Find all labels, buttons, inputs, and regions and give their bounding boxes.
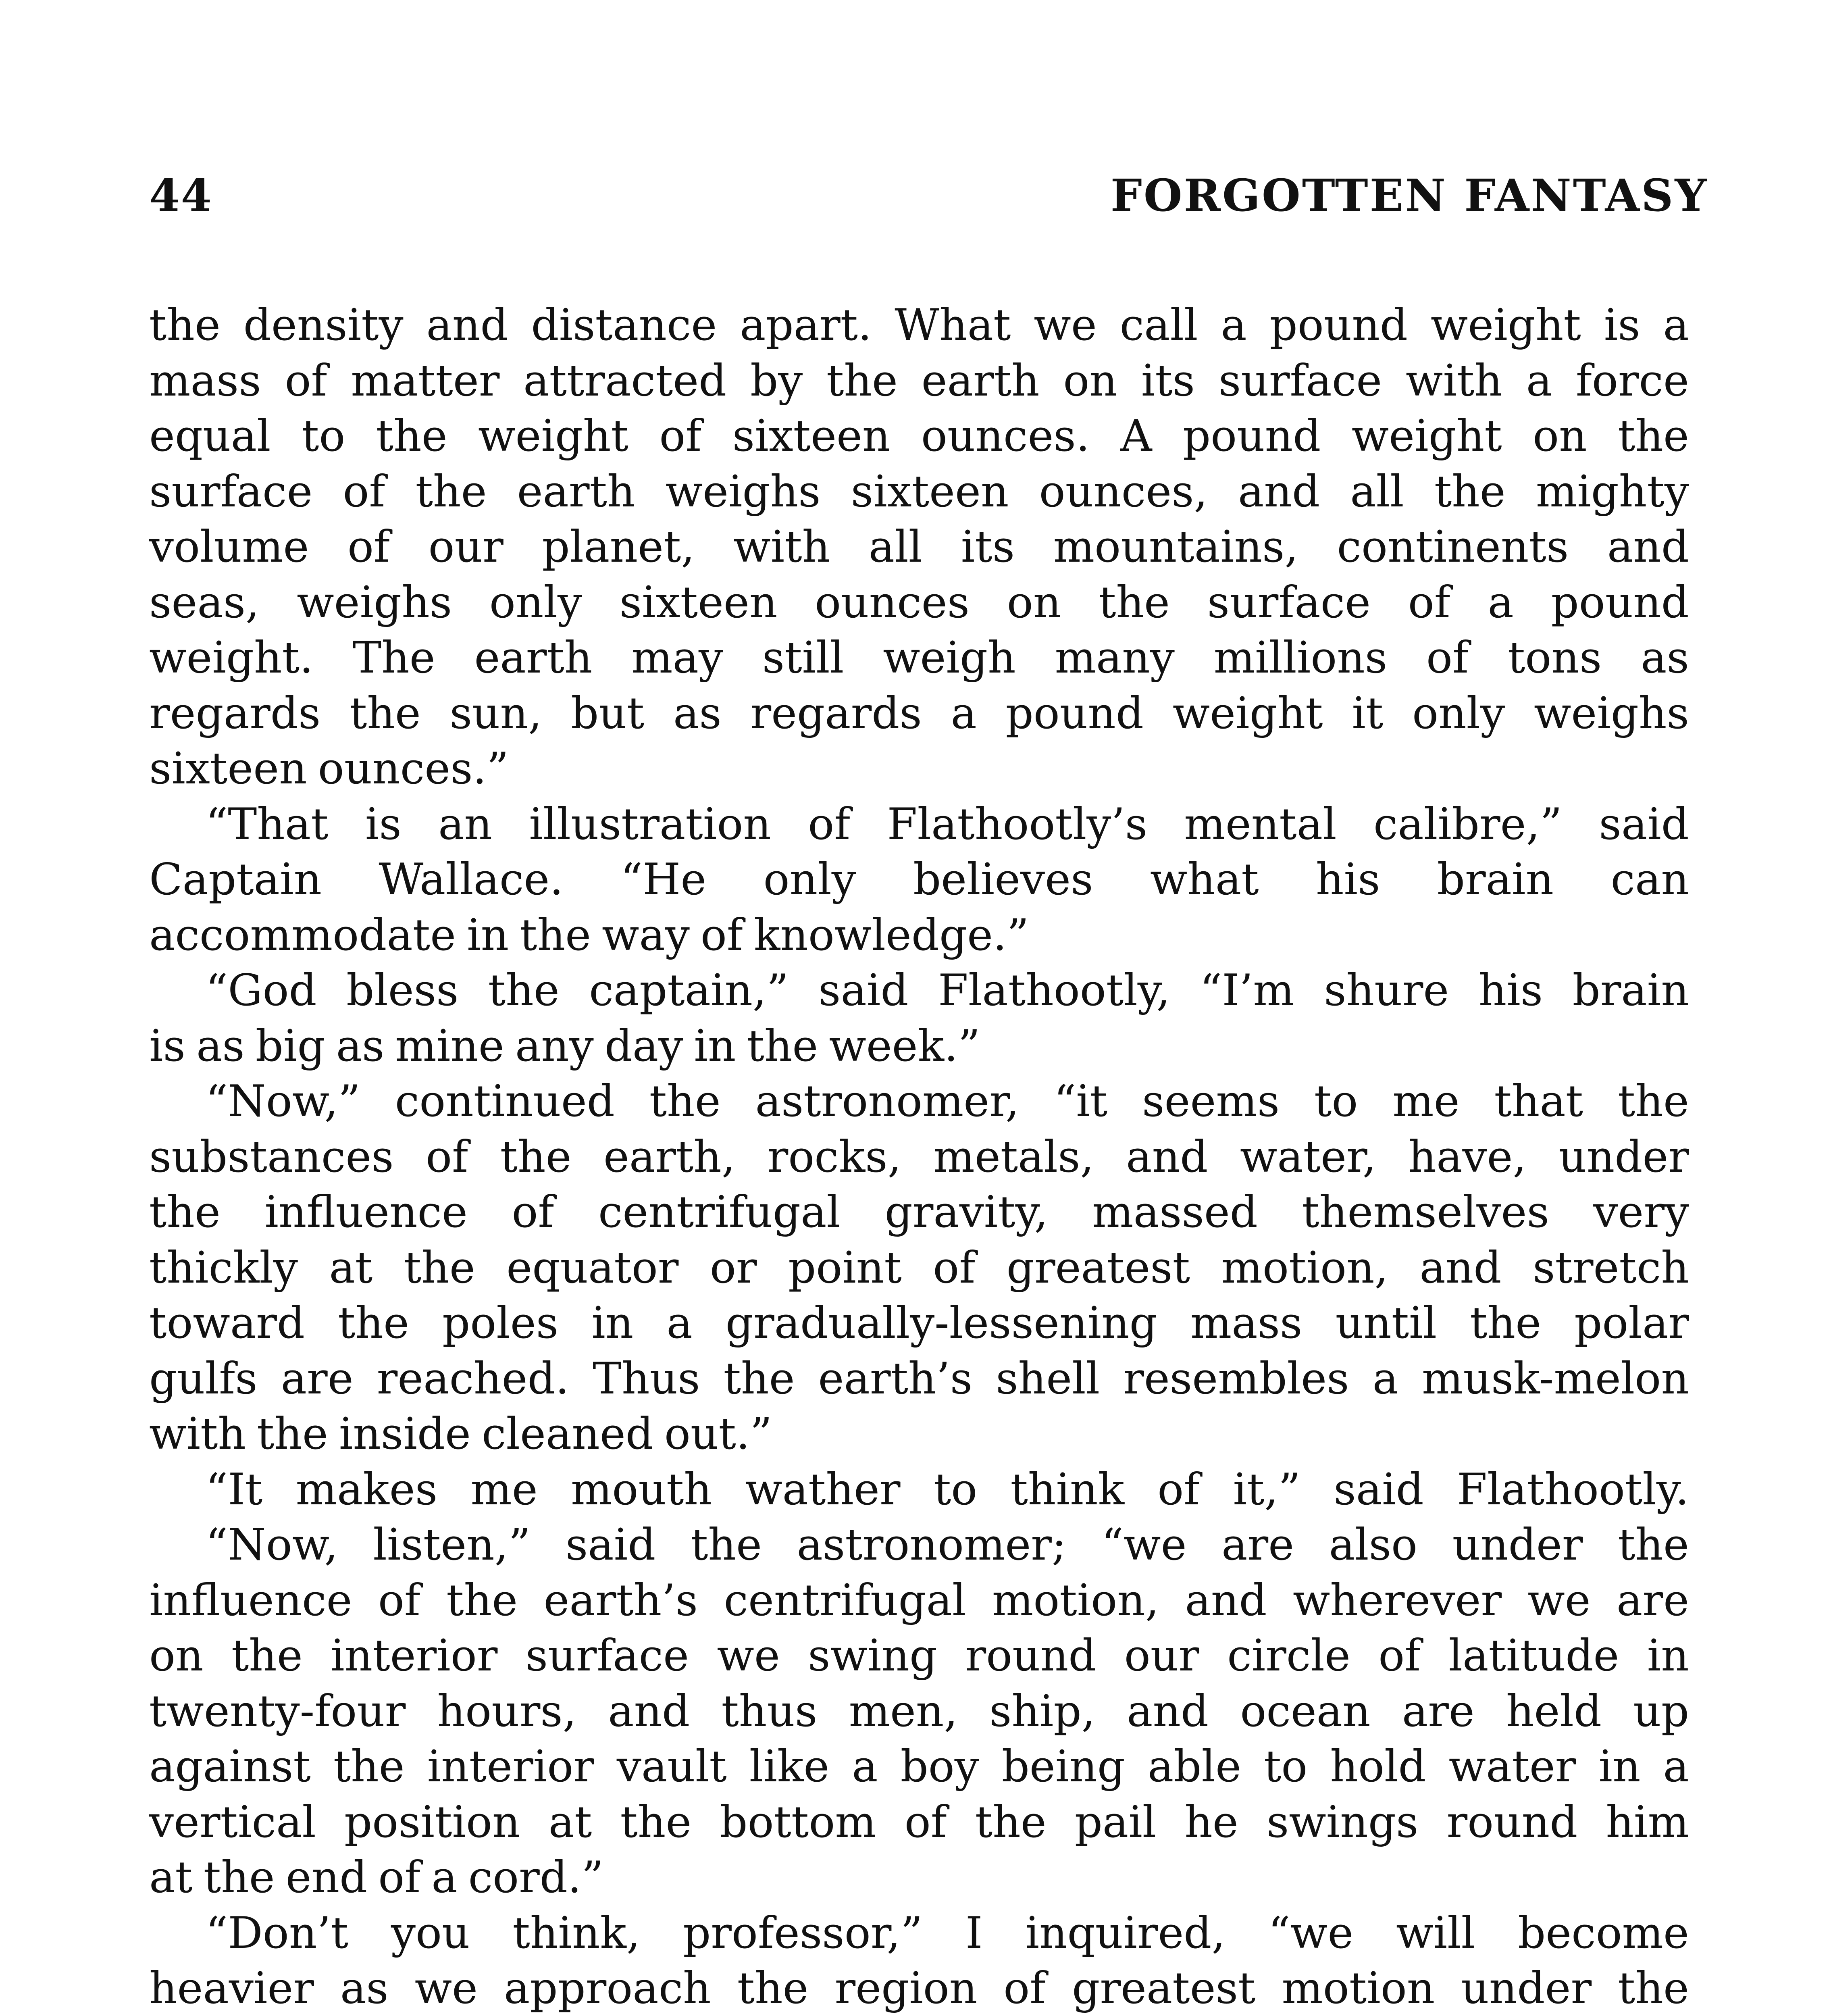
text-line: against the interior vault like a boy being able to hold water in a bbox=[149, 1741, 1689, 1792]
text-line: “It makes me mouth wather to think of it,” said Flathootly. bbox=[206, 1464, 1689, 1515]
text-line: with the inside cleaned out.” bbox=[149, 1409, 772, 1459]
text-line: is as big as mine any day in the week.” bbox=[149, 1020, 980, 1071]
text-line: accommodate in the way of knowledge.” bbox=[149, 910, 1029, 960]
text-line: “Don’t you think, professor,” I inquired, “we will become bbox=[206, 1908, 1689, 1958]
text-line: surface of the earth weighs sixteen ounces, and all the mighty bbox=[149, 466, 1689, 517]
page-number: 44 bbox=[149, 169, 213, 221]
text-line: on the interior surface we swing round our circle of latitude in bbox=[149, 1631, 1689, 1681]
text-line: regards the sun, but as regards a pound weight it only weighs bbox=[149, 688, 1689, 739]
text-line: toward the poles in a gradually-lessening mass until the polar bbox=[149, 1298, 1689, 1348]
text-line: “That is an illustration of Flathootly’s mental calibre,” said bbox=[206, 799, 1689, 850]
text-line: influence of the earth’s centrifugal motion, and wherever we are bbox=[149, 1575, 1689, 1626]
text-line: heavier as we approach the region of greatest motion under the bbox=[149, 1963, 1689, 2014]
text-line: weight. The earth may still weigh many millions of tons as bbox=[149, 633, 1689, 683]
text-line: “Now,” continued the astronomer, “it seems to me that the bbox=[206, 1076, 1689, 1127]
text-line: volume of our planet, with all its mountains, continents and bbox=[149, 522, 1689, 572]
text-line: twenty-four hours, and thus men, ship, and ocean are held up bbox=[149, 1686, 1689, 1737]
text-line: the density and distance apart. What we call a pound weight is a bbox=[149, 300, 1689, 350]
text-line: Captain Wallace. “He only believes what his brain can bbox=[149, 854, 1689, 905]
text-line: seas, weighs only sixteen ounces on the surface of a pound bbox=[149, 577, 1689, 628]
text-line: thickly at the equator or point of greatest motion, and stretch bbox=[149, 1242, 1689, 1293]
text-line: gulfs are reached. Thus the earth’s shell resembles a musk-melon bbox=[149, 1353, 1689, 1404]
text-line: “Now, listen,” said the astronomer; “we are also under the bbox=[206, 1520, 1689, 1570]
text-line: sixteen ounces.” bbox=[149, 744, 509, 794]
body-text bbox=[149, 298, 1689, 2016]
text-line: at the end of a cord.” bbox=[149, 1852, 604, 1903]
text-line: vertical position at the bottom of the pail he swings round him bbox=[149, 1797, 1689, 1847]
text-line: equal to the weight of sixteen ounces. A pound weight on the bbox=[149, 411, 1689, 461]
text-line: substances of the earth, rocks, metals, and water, have, under bbox=[149, 1131, 1689, 1182]
page-header bbox=[149, 169, 1708, 226]
running-head: FORGOTTEN FANTASY bbox=[1110, 169, 1708, 221]
text-line: “God bless the captain,” said Flathootly, “I’m shure his brain bbox=[206, 965, 1689, 1016]
text-line: the influence of centrifugal gravity, massed themselves very bbox=[149, 1187, 1689, 1237]
text-line: mass of matter attracted by the earth on its surface with a force bbox=[149, 355, 1689, 406]
